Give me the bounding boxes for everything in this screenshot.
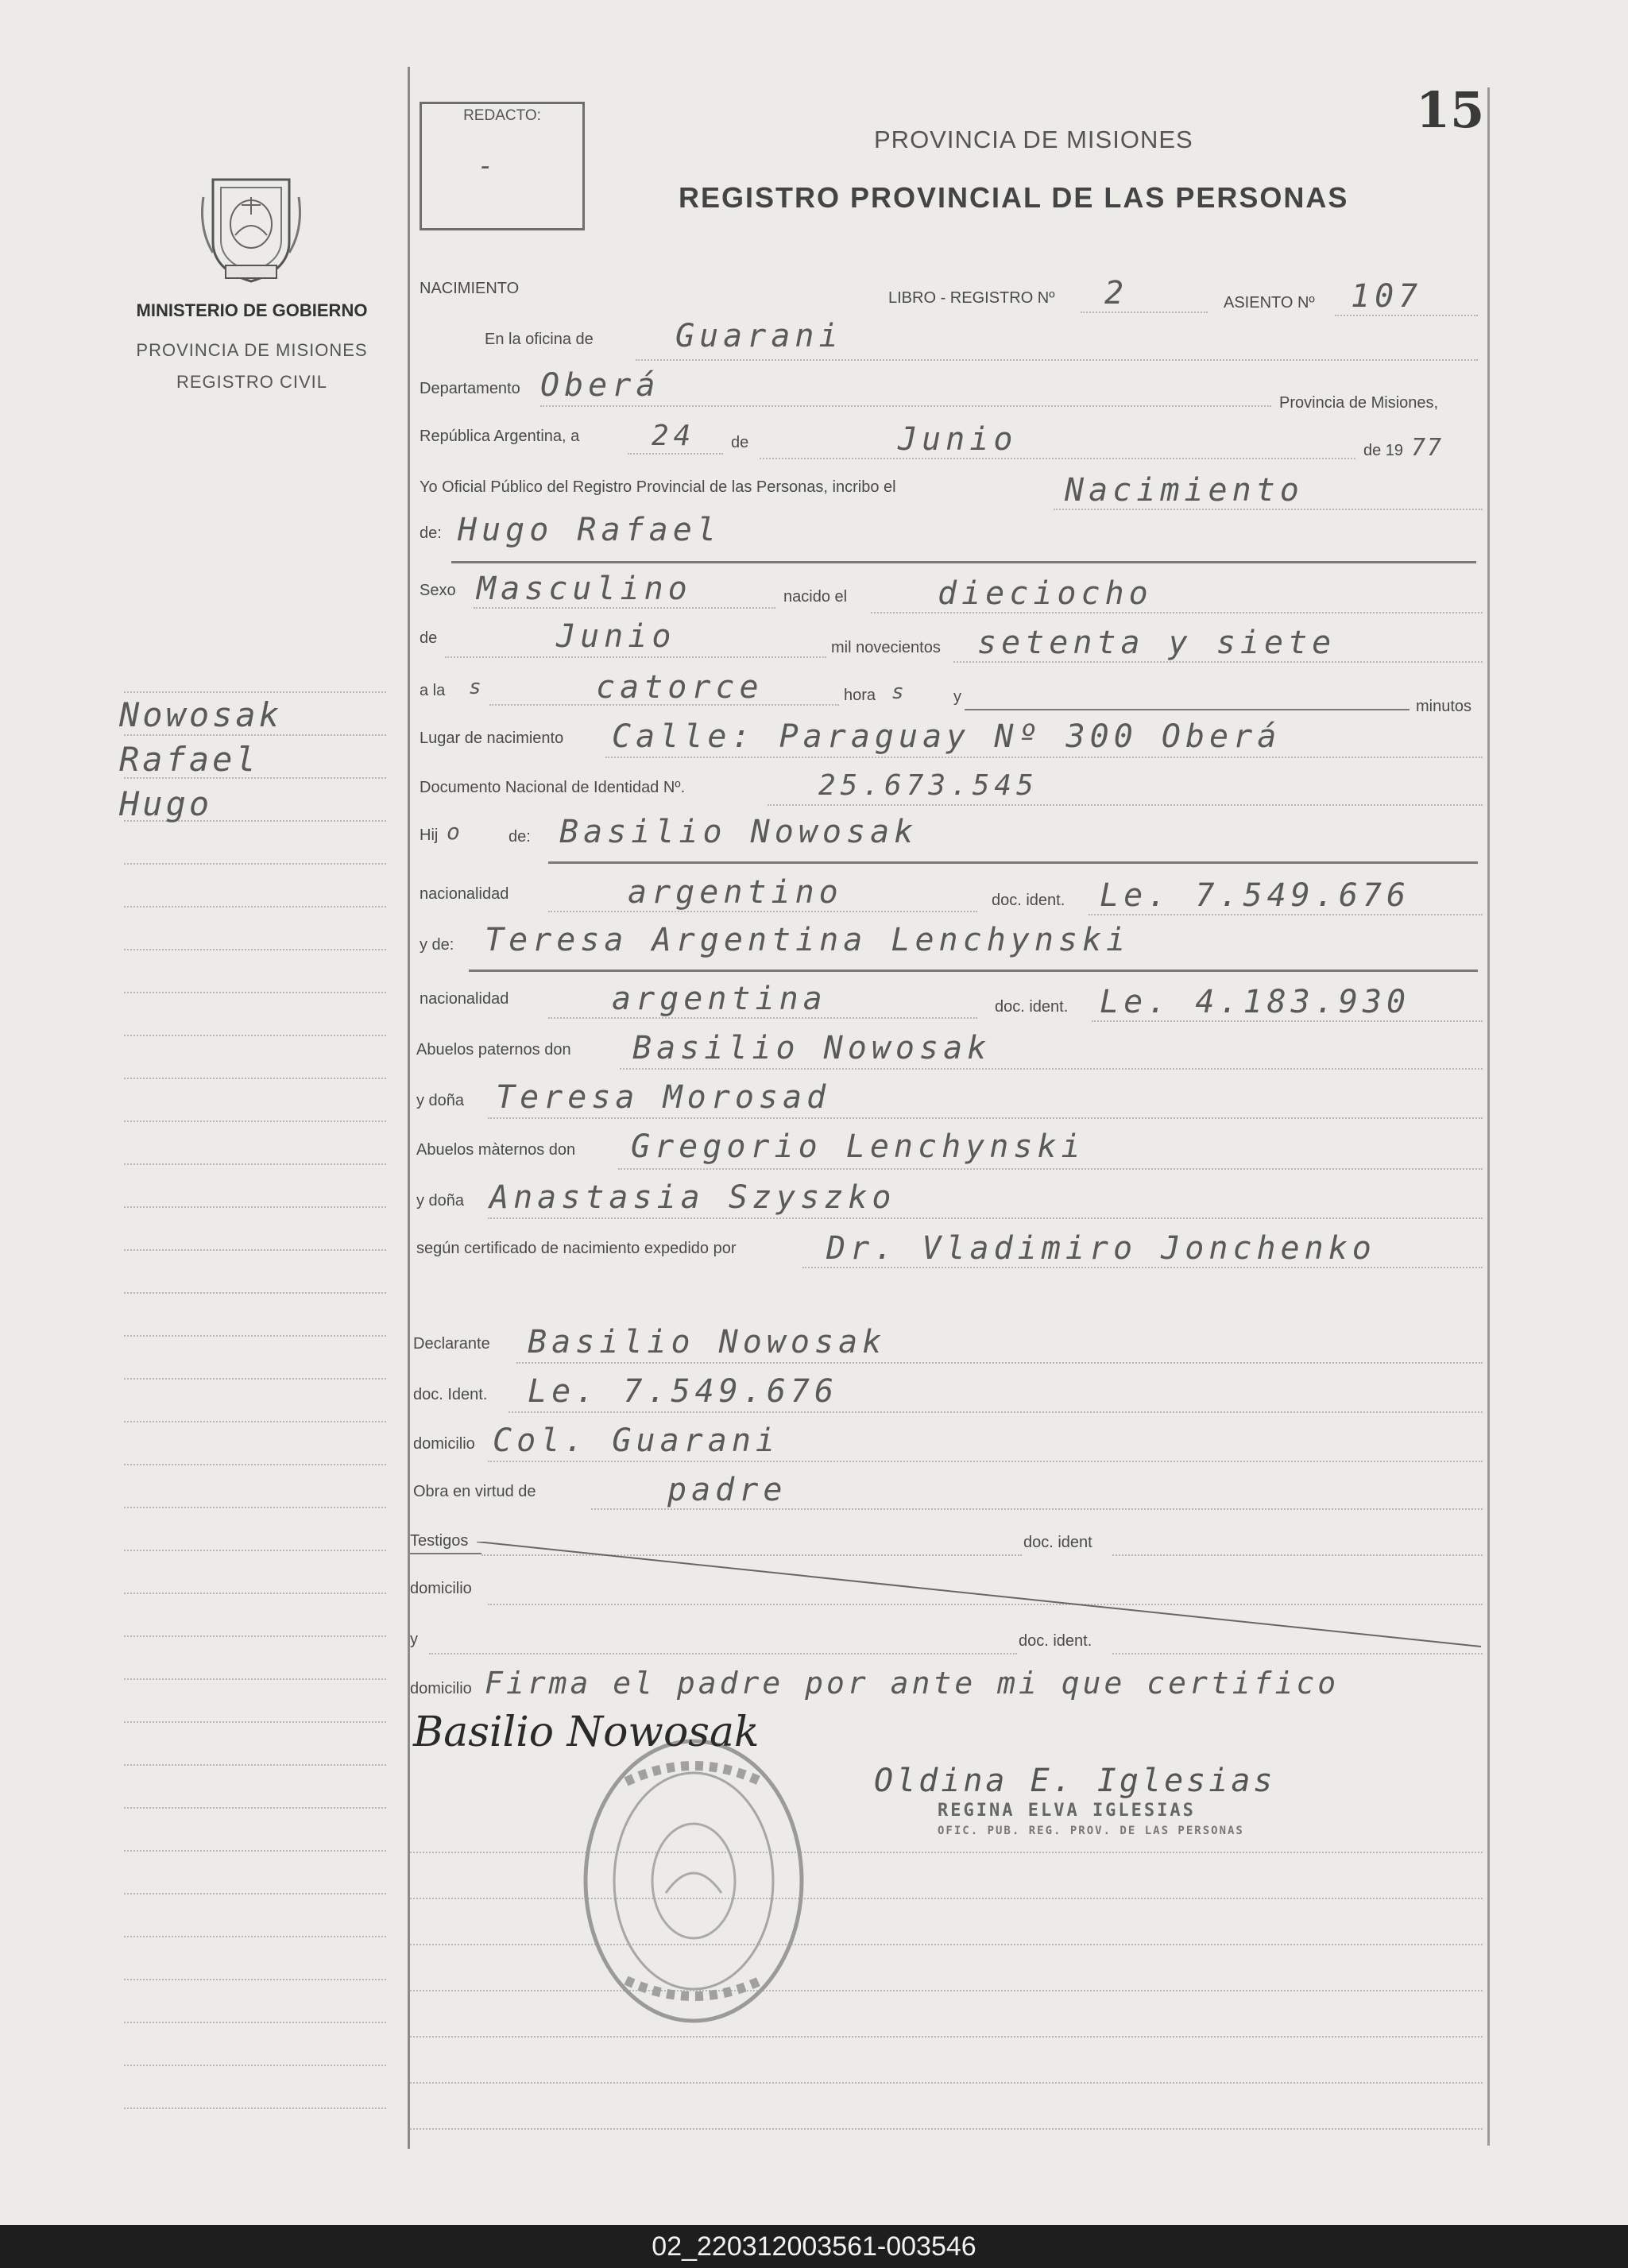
margin-ruled-line <box>124 1507 386 1508</box>
image-identifier: 02_220312003561-003546 <box>652 2231 976 2262</box>
margin-ruled-line <box>124 1936 386 1937</box>
margin-ruled-line <box>124 2065 386 2066</box>
margin-ruled-line <box>124 1464 386 1465</box>
margin-ruled-line <box>124 2107 386 2109</box>
declarante-doc-value: Le. 7.549.676 <box>528 1373 839 1410</box>
madre-doc-label: doc. ident. <box>995 998 1069 1016</box>
form-ruled-line <box>410 2036 1483 2038</box>
documento-label: Documento Nacional de Identidad Nº. <box>420 779 686 796</box>
official-stamp-icon <box>578 1734 809 2028</box>
mil-label: mil novecientos <box>831 639 941 656</box>
margin-ruled-line <box>124 906 386 908</box>
form-ruled-line <box>410 1898 1483 1899</box>
padre-value: Basilio Nowosak <box>559 814 918 850</box>
anio-label: de 19 <box>1363 442 1404 459</box>
departamento-label: Departamento <box>420 380 520 397</box>
hora-value: catorce <box>596 669 764 706</box>
official-title-stamp: OFIC. PUB. REG. PROV. DE LAS PERSONAS <box>938 1825 1244 1837</box>
margin-ruled-line <box>124 2022 386 2023</box>
y-label: y <box>953 688 961 706</box>
hora-suffix: s <box>891 680 909 704</box>
minutos-label: minutos <box>1416 698 1472 715</box>
y2-label: y <box>410 1631 418 1648</box>
margin-ruled-line <box>124 1078 386 1079</box>
nacido-mes-value: Junio <box>556 618 676 655</box>
oficina-label: En la oficina de <box>485 331 594 348</box>
margin-ruled-line <box>124 1120 386 1122</box>
nacido-anio-value: setenta y siete <box>977 625 1336 661</box>
departamento-value: Oberá <box>540 367 660 404</box>
padre-doc-value: Le. 7.549.676 <box>1100 877 1411 914</box>
oficial-label: Yo Oficial Público del Registro Provincial de las Personas, incribo el <box>420 478 896 496</box>
margin-ruled-line <box>124 992 386 993</box>
padre-doc-label: doc. ident. <box>992 892 1065 909</box>
abuela-mat-value: Anastasia Szyszko <box>489 1179 896 1216</box>
margin-ruled-line <box>124 1421 386 1422</box>
margin-ruled-line <box>124 949 386 950</box>
domicilio-label: domicilio <box>413 1435 475 1453</box>
certificado-value: Dr. Vladimiro Jonchenko <box>826 1230 1376 1267</box>
hora-label: hora <box>844 687 876 704</box>
obra-value: padre <box>667 1472 787 1508</box>
ministry-province: PROVINCIA DE MISIONES <box>136 340 368 360</box>
declarante-signature: Basilio Nowosak <box>413 1709 760 1756</box>
acto-value: Nacimiento <box>1065 472 1304 509</box>
madre-nac-label: nacionalidad <box>420 990 509 1008</box>
declarante-doc-label: doc. Ident. <box>413 1386 488 1403</box>
provincial-seal-icon <box>197 165 305 284</box>
form-left-border <box>408 67 410 2149</box>
official-name-stamp: REGINA ELVA IGLESIAS <box>938 1801 1196 1821</box>
libro-value: 2 <box>1104 275 1129 312</box>
margin-ruled-line <box>124 1292 386 1294</box>
margin-ruled-line <box>124 1335 386 1337</box>
margin-note-line: Hugo <box>119 784 213 823</box>
folio-number: 15 <box>1416 81 1485 139</box>
margin-ruled-line <box>124 1807 386 1809</box>
form-ruled-line <box>410 2128 1483 2130</box>
de2-label: de <box>420 629 438 647</box>
margin-note <box>119 693 282 826</box>
documento-value: 25.673.545 <box>818 769 1038 802</box>
domicilio-value: Col. Guarani <box>493 1422 779 1459</box>
form-right-border <box>1487 87 1490 2146</box>
form-ruled-line <box>410 1944 1483 1945</box>
form-ruled-line <box>410 2082 1483 2084</box>
redacto-mark: - <box>478 150 499 182</box>
anio-value: 77 <box>1411 434 1444 462</box>
yde-label: y de: <box>420 936 454 954</box>
nacido-label: nacido el <box>783 588 848 606</box>
abuela-pat-label: y doña <box>416 1092 465 1109</box>
official-signature: Oldina E. Iglesias <box>874 1763 1276 1799</box>
sexo-label: Sexo <box>420 582 456 599</box>
abuela-mat-label: y doña <box>416 1192 465 1209</box>
madre-value: Teresa Argentina Lenchynski <box>485 922 1131 958</box>
domicilio2-label: domicilio <box>410 1580 472 1597</box>
asiento-label: ASIENTO Nº <box>1224 294 1315 312</box>
nacido-dia-value: dieciocho <box>938 575 1153 612</box>
republica-label: República Argentina, a <box>420 428 580 445</box>
testigos-doc-label: doc. ident <box>1023 1534 1092 1551</box>
margin-ruled-line <box>124 1035 386 1036</box>
redacto-label: REDACTO: <box>463 107 541 124</box>
margin-ruled-line <box>124 1206 386 1208</box>
ala-label: a la <box>420 682 446 699</box>
form-ruled-line <box>410 1990 1483 1991</box>
abuelos-mat-label: Abuelos màternos don <box>416 1141 576 1159</box>
margin-ruled-line <box>124 1850 386 1852</box>
abuelos-pat-label: Abuelos paternos don <box>416 1041 571 1059</box>
strike-line <box>477 1542 1486 1653</box>
asiento-value: 107 <box>1351 278 1423 315</box>
ministry-registry: REGISTRO CIVIL <box>176 372 328 392</box>
nombre-value: Hugo Rafael <box>458 512 721 548</box>
margin-note-line: Rafael <box>119 740 259 779</box>
margin-ruled-line <box>124 1163 386 1165</box>
testigos-label: Testigos <box>410 1532 469 1550</box>
de-persona-label: de: <box>420 524 442 542</box>
ala-suffix: s <box>469 675 486 699</box>
abuelo-pat-value: Basilio Nowosak <box>632 1030 992 1066</box>
provincia-label: Provincia de Misiones, <box>1279 394 1439 412</box>
form-ruled-line <box>410 1852 1483 1853</box>
dia-value: 24 <box>652 420 696 452</box>
padre-nac-label: nacionalidad <box>420 885 509 903</box>
obra-label: Obra en virtud de <box>413 1483 536 1500</box>
de-label: de <box>731 434 749 451</box>
record-type-label: NACIMIENTO <box>420 280 520 297</box>
domicilio3-label: domicilio <box>410 1680 472 1697</box>
declarante-value: Basilio Nowosak <box>528 1324 887 1360</box>
hijo-de-label: de: <box>509 828 531 846</box>
margin-ruled-line <box>124 1249 386 1251</box>
sexo-value: Masculino <box>477 571 692 607</box>
abuela-pat-value: Teresa Morosad <box>496 1079 831 1116</box>
lugar-value: Calle: Paraguay Nº 300 Oberá <box>612 718 1282 755</box>
oficina-value: Guarani <box>675 318 843 354</box>
testigos2-doc-label: doc. ident. <box>1019 1632 1092 1650</box>
margin-note-line: Nowosak <box>119 695 283 734</box>
hijo-label: Hij <box>420 826 439 844</box>
lugar-label: Lugar de nacimiento <box>420 730 564 747</box>
madre-doc-value: Le. 4.183.930 <box>1100 984 1411 1020</box>
margin-ruled-line <box>124 1979 386 1980</box>
province-header: PROVINCIA DE MISIONES <box>874 126 1193 153</box>
ministry-name: MINISTERIO DE GOBIERNO <box>136 300 368 320</box>
margin-ruled-line <box>124 1678 386 1680</box>
declarante-label: Declarante <box>413 1335 490 1353</box>
registry-title: REGISTRO PROVINCIAL DE LAS PERSONAS <box>679 181 1349 214</box>
margin-ruled-line <box>124 1635 386 1637</box>
firma-note: Firma el padre por ante mi que certifico <box>485 1666 1340 1701</box>
abuelo-mat-value: Gregorio Lenchynski <box>631 1128 1085 1165</box>
certificado-label: según certificado de nacimiento expedido por <box>416 1240 737 1257</box>
libro-label: LIBRO - REGISTRO Nº <box>888 289 1055 307</box>
padre-nac-value: argentino <box>628 874 843 911</box>
mes-value: Junio <box>898 421 1018 458</box>
margin-ruled-line <box>124 1593 386 1594</box>
hijo-suffix: o <box>447 819 465 845</box>
redacto-box <box>420 102 585 230</box>
margin-ruled-line <box>124 1893 386 1895</box>
margin-ruled-line <box>124 863 386 865</box>
margin-ruled-line <box>124 1764 386 1766</box>
madre-nac-value: argentina <box>612 981 827 1017</box>
margin-ruled-line <box>124 1721 386 1723</box>
margin-ruled-line <box>124 1550 386 1551</box>
margin-ruled-line <box>124 1378 386 1380</box>
